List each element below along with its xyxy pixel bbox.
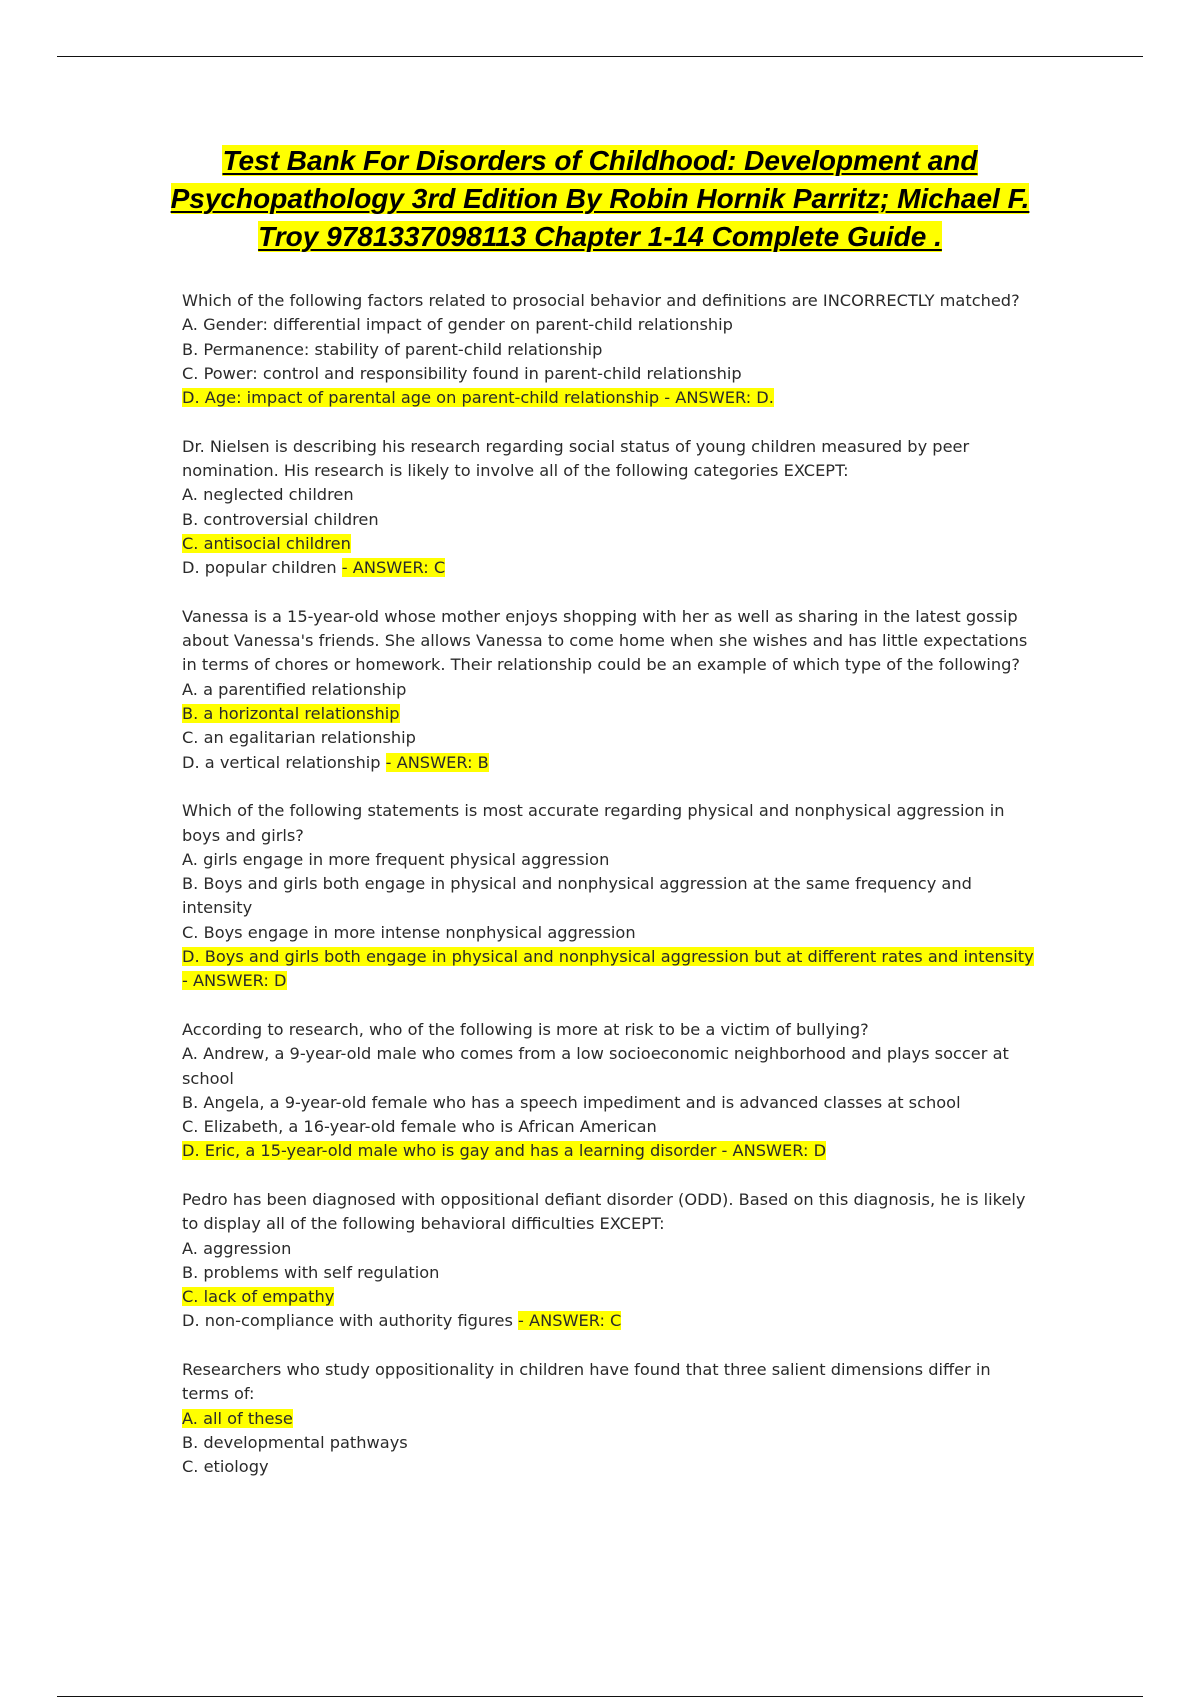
option-b: B. developmental pathways <box>182 1432 408 1452</box>
question-3 <box>182 605 1042 775</box>
question-list <box>182 289 1042 1504</box>
question-4 <box>182 799 1042 993</box>
option-b: B. problems with self regulation <box>182 1262 440 1282</box>
option-a-correct: A. all of these <box>182 1408 293 1428</box>
option-c: C. Elizabeth, a 16-year-old female who is African American <box>182 1117 657 1137</box>
question-7 <box>182 1358 1042 1479</box>
question-stem: Which of the following factors related to prosocial behavior and definitions are INCORRECTLY matched? <box>182 291 1020 310</box>
question-5 <box>182 1018 1042 1164</box>
answer-key: - ANSWER: C <box>518 1311 622 1331</box>
question-stem: Researchers who study oppositionality in children have found that three salient dimensions differ in terms of: <box>182 1360 991 1404</box>
question-stem: Dr. Nielsen is describing his research regarding social status of young children measured by peer nomination. His research is likely to involve all of the following categories EXCEPT: <box>182 436 970 481</box>
question-stem: Which of the following statements is most accurate regarding physical and nonphysical aggression in boys and girls? <box>182 801 1005 845</box>
question-stem: Vanessa is a 15-year-old whose mother enjoys shopping with her as well as sharing in the latest gossip about Vanessa's friends. She allows Vanessa to come home when she wishes and has little expectations in terms of chores or homework. Their relationship could be an example of which type of the following? <box>182 606 1028 675</box>
document-title-text: Test Bank For Disorders of Childhood: Development and Psychopathology 3rd Edition By Robin Hornik Parritz; Michael F. Troy 9781337098113 Chapter 1-14 Complete Guide . <box>170 145 1030 252</box>
option-c-correct: C. antisocial children <box>182 533 351 553</box>
option-a: A. aggression <box>182 1238 292 1258</box>
option-c: C. etiology <box>182 1457 269 1477</box>
option-d-correct-answer: D. Eric, a 15-year-old male who is gay and has a learning disorder - ANSWER: D <box>182 1141 827 1161</box>
question-6 <box>182 1188 1042 1334</box>
option-c: C. an egalitarian relationship <box>182 728 416 748</box>
option-d: D. non-compliance with authority figures <box>182 1311 513 1331</box>
answer-key: - ANSWER: C <box>341 558 446 578</box>
question-stem: Pedro has been diagnosed with oppositional defiant disorder (ODD). Based on this diagnosis, he is likely to display all of the following behavioral difficulties EXCEPT: <box>182 1189 1026 1234</box>
option-a: A. neglected children <box>182 485 354 505</box>
bottom-rule <box>57 1696 1143 1697</box>
option-d-correct-answer: D. Age: impact of parental age on parent-child relationship - ANSWER: D. <box>182 388 774 408</box>
option-b-correct: B. a horizontal relationship <box>182 704 400 724</box>
option-b: B. controversial children <box>182 509 379 529</box>
top-rule <box>57 56 1143 57</box>
option-d: D. a vertical relationship <box>182 752 381 772</box>
option-d: D. popular children <box>182 558 337 578</box>
option-b: B. Permanence: stability of parent-child relationship <box>182 339 603 359</box>
option-c: C. Power: control and responsibility found in parent-child relationship <box>182 363 742 383</box>
answer-key: - ANSWER: B <box>385 752 489 772</box>
option-a: A. Andrew, a 9-year-old male who comes from a low socioeconomic neighborhood and plays soccer at school <box>182 1044 1009 1088</box>
option-b: B. Boys and girls both engage in physical and nonphysical aggression at the same frequency and intensity <box>182 874 972 918</box>
question-stem: According to research, who of the following is more at risk to be a victim of bullying? <box>182 1019 869 1039</box>
option-c-correct: C. lack of empathy <box>182 1287 335 1307</box>
option-d-correct-answer: D. Boys and girls both engage in physical and nonphysical aggression but at different rates and intensity - ANSWER: D <box>182 947 1034 991</box>
option-c: C. Boys engage in more intense nonphysical aggression <box>182 922 636 942</box>
question-1 <box>182 289 1042 410</box>
option-a: A. a parentified relationship <box>182 679 407 699</box>
question-2 <box>182 435 1042 581</box>
document-title <box>150 142 1050 256</box>
option-a: A. Gender: differential impact of gender on parent-child relationship <box>182 315 733 335</box>
option-a: A. girls engage in more frequent physical aggression <box>182 849 610 869</box>
option-b: B. Angela, a 9-year-old female who has a speech impediment and is advanced classes at school <box>182 1092 961 1112</box>
